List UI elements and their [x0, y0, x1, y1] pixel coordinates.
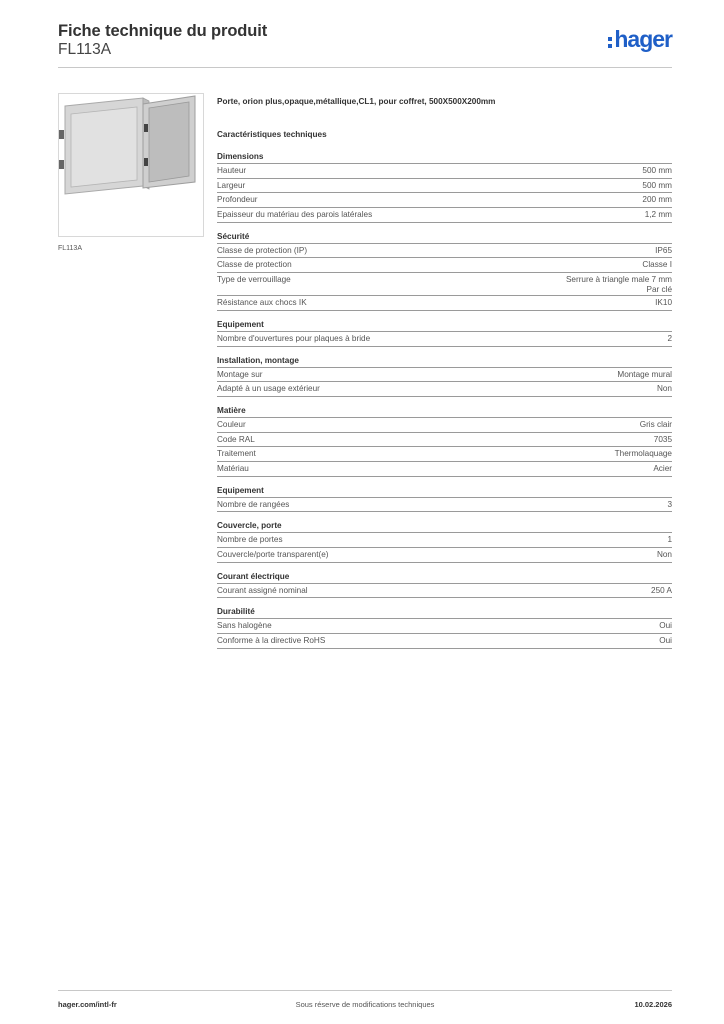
- spec-section: [217, 605, 672, 648]
- spec-label: Résistance aux chocs IK: [217, 298, 307, 308]
- spec-row: [217, 258, 672, 273]
- spec-row: [217, 244, 672, 259]
- spec-value: Oui: [659, 621, 672, 631]
- product-image: [58, 93, 204, 237]
- spec-label: Matériau: [217, 463, 249, 473]
- spec-label: Courant assigné nominal: [217, 585, 308, 595]
- spec-value: 500 mm: [642, 180, 672, 190]
- spec-value: Oui: [659, 636, 672, 646]
- spec-value: 200 mm: [642, 195, 672, 205]
- section-title: Matière: [217, 404, 672, 418]
- spec-row: [217, 179, 672, 194]
- spec-section: [217, 519, 672, 562]
- specifications-heading: Caractéristiques techniques: [217, 130, 327, 139]
- spec-sections: [217, 150, 672, 649]
- enclosure-illustration: [59, 94, 203, 236]
- section-title: Courant électrique: [217, 570, 672, 584]
- spec-value: Gris clair: [639, 419, 672, 429]
- spec-label: Couleur: [217, 419, 246, 429]
- spec-row: [217, 462, 672, 477]
- spec-value: 3: [667, 499, 672, 509]
- spec-label: Largeur: [217, 180, 246, 190]
- spec-section: [217, 570, 672, 599]
- spec-value: Thermolaquage: [614, 449, 672, 459]
- spec-label: Code RAL: [217, 434, 255, 444]
- spec-value: Acier: [653, 463, 672, 473]
- spec-value: 2: [667, 333, 672, 343]
- spec-value: Non: [656, 550, 672, 559]
- footer-website: hager.com/intl-fr: [58, 1000, 117, 1009]
- spec-label: Classe de protection (IP): [217, 245, 308, 255]
- spec-section: [217, 354, 672, 397]
- section-title: Equipement: [217, 318, 672, 332]
- section-title: Durabilité: [217, 605, 672, 619]
- spec-label: Classe de protection: [217, 260, 292, 270]
- spec-value: 7035: [653, 434, 672, 444]
- spec-value: 1,2 mm: [644, 210, 672, 220]
- spec-row: [217, 433, 672, 448]
- spec-label: Hauteur: [217, 166, 247, 175]
- spec-label: Profondeur: [217, 195, 258, 205]
- page-header: [58, 20, 672, 68]
- spec-value: IP65: [655, 245, 672, 255]
- spec-row: [217, 447, 672, 462]
- spec-label: Sans halogène: [217, 621, 272, 631]
- spec-row: [217, 208, 672, 223]
- spec-value: 250 A: [651, 585, 672, 595]
- footer-notice: Sous réserve de modifications techniques: [295, 1000, 435, 1009]
- spec-label: Nombre de portes: [217, 535, 283, 545]
- spec-row: [217, 368, 672, 383]
- spec-section: [217, 230, 672, 311]
- spec-value: Non: [656, 384, 672, 394]
- spec-label: Conforme à la directive RoHS: [217, 636, 326, 646]
- page-footer: [58, 990, 672, 1012]
- spec-row: [217, 533, 672, 548]
- spec-section: [217, 484, 672, 513]
- section-title: Installation, montage: [217, 354, 672, 368]
- spec-value: Classe I: [642, 260, 672, 270]
- spec-value: 1: [667, 535, 672, 545]
- spec-label: Epaisseur du matériau des parois latérales: [217, 210, 373, 220]
- footer-date: 10.02.2026: [634, 1000, 672, 1009]
- spec-value: IK10: [655, 298, 672, 308]
- spec-label: Couvercle/porte transparent(e): [217, 550, 329, 559]
- document-title: Fiche technique du produit: [58, 22, 268, 40]
- product-description: Porte, orion plus,opaque,métallique,CL1, pour coffret, 500X500X200mm: [217, 97, 496, 106]
- spec-section: [217, 404, 672, 477]
- spec-row: [217, 548, 672, 563]
- spec-section: [217, 150, 672, 223]
- spec-label: Adapté à un usage extérieur: [217, 384, 320, 394]
- product-reference: FL113A: [58, 41, 112, 58]
- spec-section: [217, 318, 672, 347]
- spec-row: [217, 164, 672, 179]
- spec-row: [217, 296, 672, 311]
- spec-row: [217, 498, 672, 513]
- spec-label: Nombre d'ouvertures pour plaques à bride: [217, 333, 371, 343]
- section-title: Equipement: [217, 484, 672, 498]
- spec-label: Type de verrouillage: [217, 275, 291, 285]
- spec-label: Montage sur: [217, 369, 263, 379]
- spec-row: [217, 619, 672, 634]
- section-title: Dimensions: [217, 150, 672, 164]
- logo-text: hager: [614, 26, 672, 52]
- spec-value: Serrure à triangle male 7 mm Par clé: [565, 275, 672, 295]
- spec-row: [217, 584, 672, 599]
- hager-logo: [608, 26, 672, 53]
- section-title: Couvercle, porte: [217, 519, 672, 533]
- spec-row: [217, 382, 672, 397]
- spec-row: [217, 332, 672, 347]
- spec-value: 500 mm: [642, 166, 672, 175]
- spec-row: [217, 634, 672, 649]
- spec-row: [217, 193, 672, 208]
- image-caption: FL113A: [58, 245, 82, 252]
- spec-value: Montage mural: [617, 369, 672, 379]
- specifications-panel: [217, 97, 672, 649]
- spec-label: Traitement: [217, 449, 256, 459]
- spec-row: [217, 273, 672, 296]
- section-title: Sécurité: [217, 230, 672, 244]
- spec-row: [217, 418, 672, 433]
- logo-colon-mark: [608, 37, 612, 48]
- spec-label: Nombre de rangées: [217, 499, 290, 509]
